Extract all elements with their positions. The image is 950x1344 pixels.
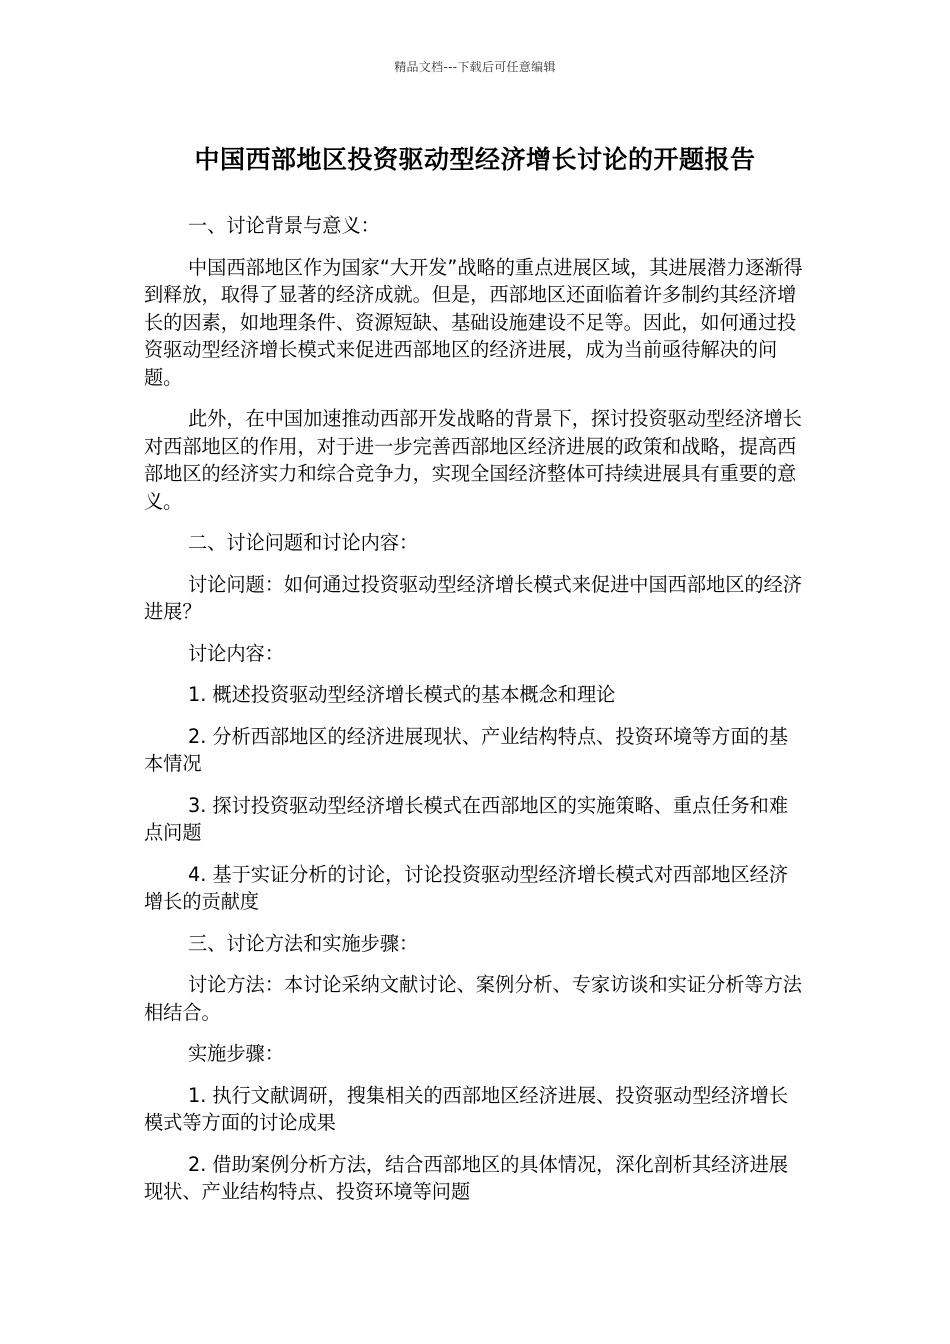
page-header: 精品文档---下载后可任意编辑 xyxy=(394,60,556,74)
list-item-content-3: 3. 探讨投资驱动型经济增长模式在西部地区的实施策略、重点任务和难点问题 xyxy=(144,793,789,844)
paragraph-research-question: 讨论问题：如何通过投资驱动型经济增长模式来促进中国西部地区的经济进展？ xyxy=(144,572,802,623)
section-heading-methods: 三、讨论方法和实施步骤： xyxy=(188,931,419,955)
section-heading-background: 一、讨论背景与意义： xyxy=(188,214,380,237)
list-item-step-2: 2. 借助案例分析方法，结合西部地区的具体情况，深化剖析其经济进展现状、产业结构特点、投资环境等问题 xyxy=(144,1152,789,1203)
paragraph-methods: 讨论方法：本讨论采纳文献讨论、案例分析、专家访谈和实证分析等方法相结合。 xyxy=(144,973,802,1024)
list-item-content-1: 1. 概述投资驱动型经济增长模式的基本概念和理论 xyxy=(188,683,616,706)
section-heading-questions: 二、讨论问题和讨论内容： xyxy=(188,531,419,554)
paragraph-steps-label: 实施步骤： xyxy=(188,1042,284,1065)
list-item-step-1: 1. 执行文献调研，搜集相关的西部地区经济进展、投资驱动型经济增长模式等方面的讨论成果 xyxy=(144,1083,789,1134)
paragraph-background-1: 中国西部地区作为国家“大开发”战略的重点进展区域，其进展潜力逐渐得到释放，取得了显著的经济成就。但是，西部地区还面临着许多制约其经济增长的因素，如地理条件、资源短缺、基础设施建设不足等。因此，如何通过投资驱动型经济增长模式来促进西部地区的经济进展，成为当前亟待解决的问题。 xyxy=(144,255,803,389)
paragraph-background-2: 此外，在中国加速推动西部开发战略的背景下，探讨投资驱动型经济增长对西部地区的作用，对于进一步完善西部地区经济进展的政策和战略，提高西部地区的经济实力和综合竞争力，实现全国经济整体可持续进展具有重要的意义。 xyxy=(144,407,802,513)
document-title: 中国西部地区投资驱动型经济增长讨论的开题报告 xyxy=(194,145,756,174)
list-item-content-4: 4. 基于实证分析的讨论，讨论投资驱动型经济增长模式对西部地区经济增长的贡献度 xyxy=(144,862,789,913)
list-item-content-2: 2. 分析西部地区的经济进展现状、产业结构特点、投资环境等方面的基本情况 xyxy=(144,724,789,775)
document-body xyxy=(144,212,806,1206)
paragraph-content-label: 讨论内容： xyxy=(188,641,284,665)
